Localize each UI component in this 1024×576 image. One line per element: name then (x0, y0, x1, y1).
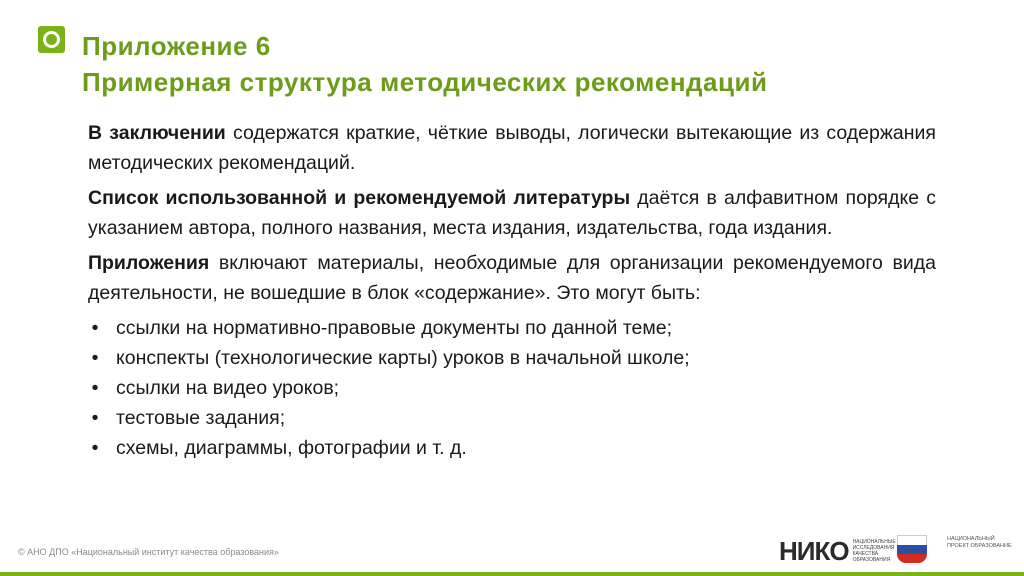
ministry-logo (897, 535, 927, 563)
bullet-icon: • (91, 317, 99, 339)
references-paragraph (88, 183, 936, 243)
list-item-text: схемы, диаграммы, фотографии и т. д. (116, 437, 467, 459)
conclusion-paragraph (88, 118, 936, 178)
appendix-bullet-list (88, 313, 936, 463)
bullet-icon: • (91, 437, 99, 459)
corner-ring-icon (38, 26, 65, 53)
bullet-icon: • (91, 407, 99, 429)
list-item (88, 403, 936, 433)
list-item-text: ссылки на видео уроков; (116, 377, 340, 399)
page-title (82, 28, 767, 100)
appendices-text: включают материалы, необходимые для организации рекомендуемого вида деятельности, не вошедшие в блок «содержание». Это могут быть: (88, 252, 936, 304)
list-item (88, 433, 936, 463)
list-item (88, 343, 936, 373)
bottom-accent-bar (0, 572, 1024, 576)
conclusion-text: содержатся краткие, чёткие выводы, логически вытекающие из содержания методических рекомендаций. (88, 122, 936, 174)
appendices-paragraph (88, 248, 936, 308)
title-line-2: Примерная структура методических рекомендаций (82, 67, 768, 97)
appendices-lead: Приложения (88, 252, 210, 274)
list-item (88, 373, 936, 403)
references-lead: Список использованной и рекомендуемой литературы (88, 187, 631, 209)
ministry-shield-icon (897, 535, 927, 563)
national-project-logo: НАЦИОНАЛЬНЫЙ ПРОЕКТ ОБРАЗОВАНИЕ (947, 536, 1012, 549)
title-line-1: Приложение 6 (82, 31, 271, 61)
bullet-icon: • (91, 347, 99, 369)
list-item-text: ссылки на нормативно-правовые документы по данной теме; (116, 317, 673, 339)
niko-logo (779, 538, 913, 564)
niko-logo-mark: НИКО (779, 536, 849, 566)
references-text: даётся в алфавитном порядке с указанием автора, полного названия, места издания, издательства, года издания. (88, 187, 936, 239)
main-content (88, 118, 936, 463)
list-item-text: конспекты (технологические карты) уроков в начальной школе; (116, 347, 690, 369)
list-item-text: тестовые задания; (116, 407, 286, 429)
footer-copyright: © АНО ДПО «Национальный институт качества образования» (18, 547, 279, 557)
conclusion-lead: В заключении (88, 122, 226, 144)
list-item (88, 313, 936, 343)
niko-logo-subtitle: НАЦИОНАЛЬНЫЕ ИССЛЕДОВАНИЯ КАЧЕСТВА ОБРАЗОВАНИЯ (852, 539, 896, 563)
bullet-icon: • (91, 377, 99, 399)
